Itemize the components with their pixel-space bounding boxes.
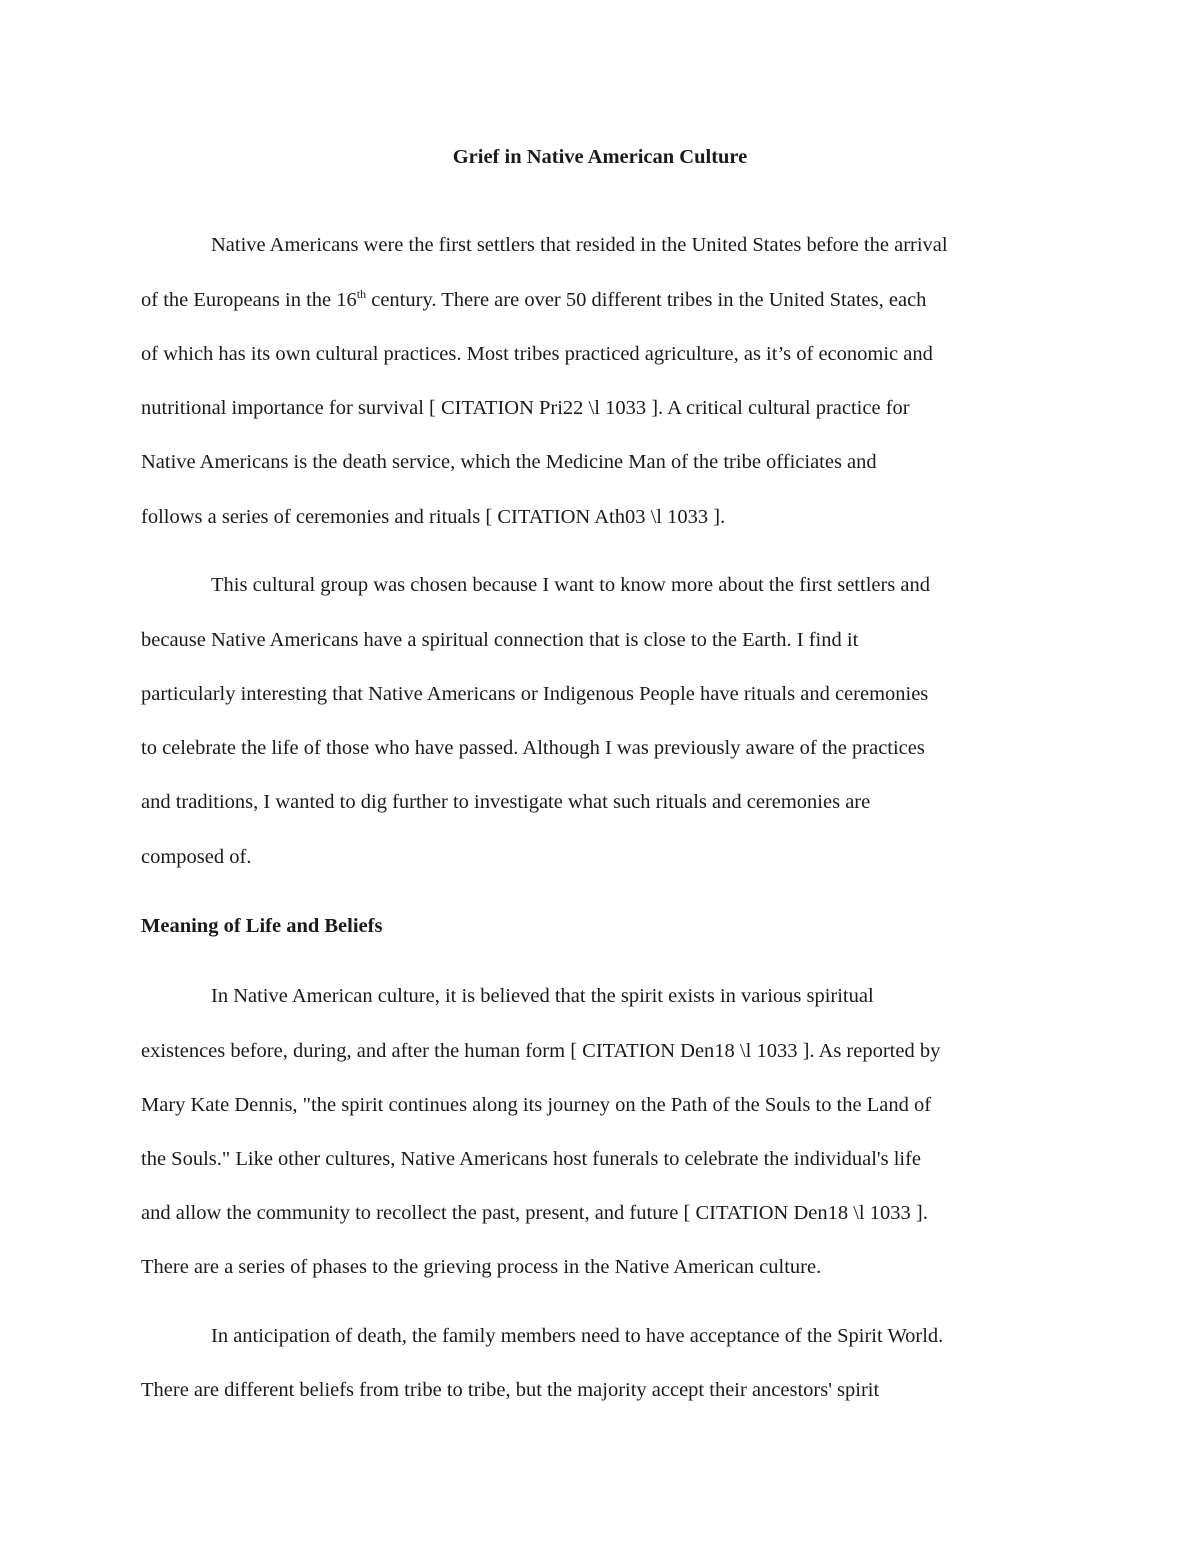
paragraph-line: Mary Kate Dennis, "the spirit continues along its journey on the Path of the Souls to the Land of [141, 1094, 932, 1116]
paragraph-line: Native Americans were the first settlers that resided in the United States before the arrival [211, 234, 948, 256]
text-run: of the Europeans in the 16 [141, 289, 357, 311]
superscript: th [356, 287, 367, 302]
document-title: Grief in Native American Culture [452, 146, 748, 168]
paragraph-line: In Native American culture, it is believed that the spirit exists in various spiritual [211, 985, 874, 1007]
paragraph-line: In anticipation of death, the family members need to have acceptance of the Spirit World. [211, 1325, 944, 1347]
paragraph-line: This cultural group was chosen because I want to know more about the first settlers and [211, 574, 931, 596]
paragraph-line: because Native Americans have a spiritual connection that is close to the Earth. I find it [141, 629, 859, 651]
paragraph-line: of which has its own cultural practices. Most tribes practiced agriculture, as it’s of economic and [141, 343, 933, 365]
text-run: century. There are over 50 different tribes in the United States, each [366, 289, 927, 311]
section-heading: Meaning of Life and Beliefs [141, 915, 383, 937]
paragraph-line [141, 285, 926, 315]
paragraph-line: existences before, during, and after the human form [ CITATION Den18 \l 1033 ]. As reported by [141, 1040, 941, 1062]
paragraph-line: There are a series of phases to the grieving process in the Native American culture. [141, 1256, 822, 1278]
paragraph-line: composed of. [141, 846, 252, 868]
paragraph-line: follows a series of ceremonies and rituals [ CITATION Ath03 \l 1033 ]. [141, 506, 726, 528]
paragraph-line: nutritional importance for survival [ CITATION Pri22 \l 1033 ]. A critical cultural practice for [141, 397, 910, 419]
paragraph-line: to celebrate the life of those who have passed. Although I was previously aware of the practices [141, 737, 925, 759]
paragraph-line: Native Americans is the death service, which the Medicine Man of the tribe officiates and [141, 451, 877, 473]
paragraph-line: particularly interesting that Native Americans or Indigenous People have rituals and ceremonies [141, 683, 929, 705]
paragraph-line: There are different beliefs from tribe to tribe, but the majority accept their ancestors' spirit [141, 1379, 880, 1401]
paragraph-line: the Souls." Like other cultures, Native Americans host funerals to celebrate the individual's life [141, 1148, 922, 1170]
paragraph-line: and traditions, I wanted to dig further to investigate what such rituals and ceremonies are [141, 791, 871, 813]
paragraph-line: and allow the community to recollect the past, present, and future [ CITATION Den18 \l 1033 ]. [141, 1202, 928, 1224]
